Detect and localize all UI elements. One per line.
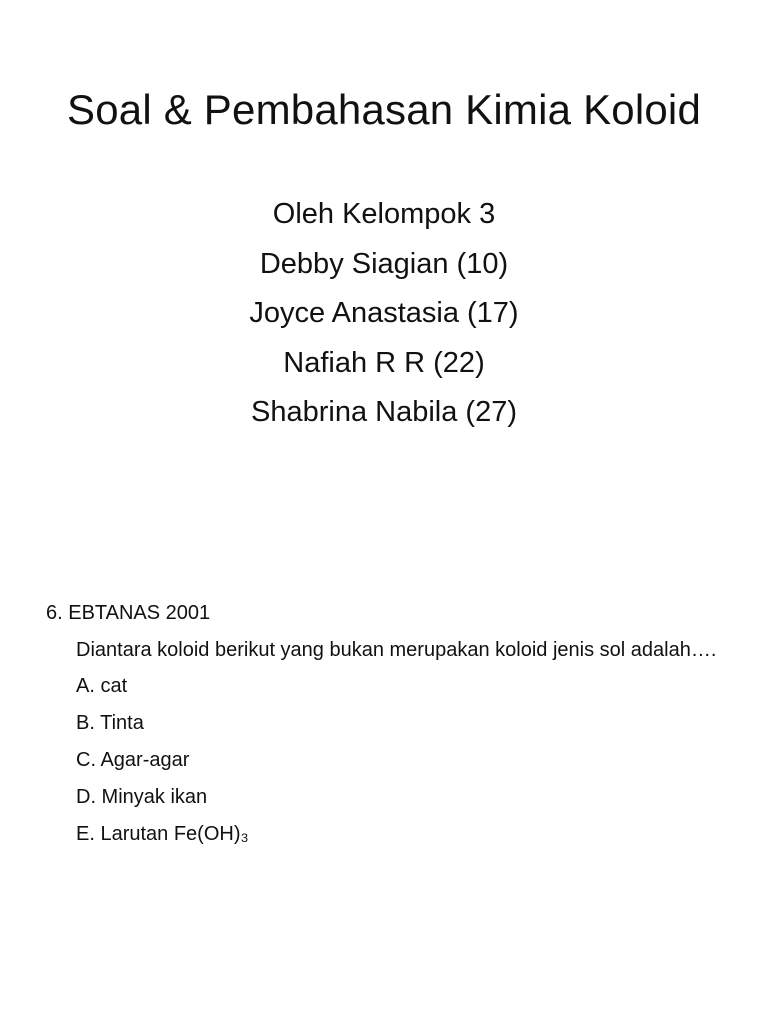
slide-title: Soal & Pembahasan Kimia Koloid [66, 86, 702, 133]
member-name: Joyce Anastasia (17) [249, 297, 519, 329]
member-name: Debby Siagian (10) [259, 247, 509, 280]
question-text: Diantara koloid berikut yang bukan merupakan koloid jenis sol adalah…. [76, 639, 717, 661]
answer-option-e: E. Larutan Fe(OH)₃ [76, 823, 249, 845]
answer-options [76, 668, 736, 853]
group-label: Oleh Kelompok 3 [272, 198, 496, 230]
answer-option-d: D. Minyak ikan [76, 786, 208, 808]
question-body [76, 634, 736, 853]
credits-list [0, 190, 768, 438]
question-block [46, 598, 736, 853]
member-name: Shabrina Nabila (27) [251, 396, 517, 428]
answer-option-b: B. Tinta [76, 712, 144, 734]
answer-option-a: A. cat [76, 675, 128, 697]
answer-option-c: C. Agar-agar [76, 749, 190, 771]
member-name: Nafiah R R (22) [283, 346, 485, 379]
question-header: 6. EBTANAS 2001 [46, 602, 211, 624]
